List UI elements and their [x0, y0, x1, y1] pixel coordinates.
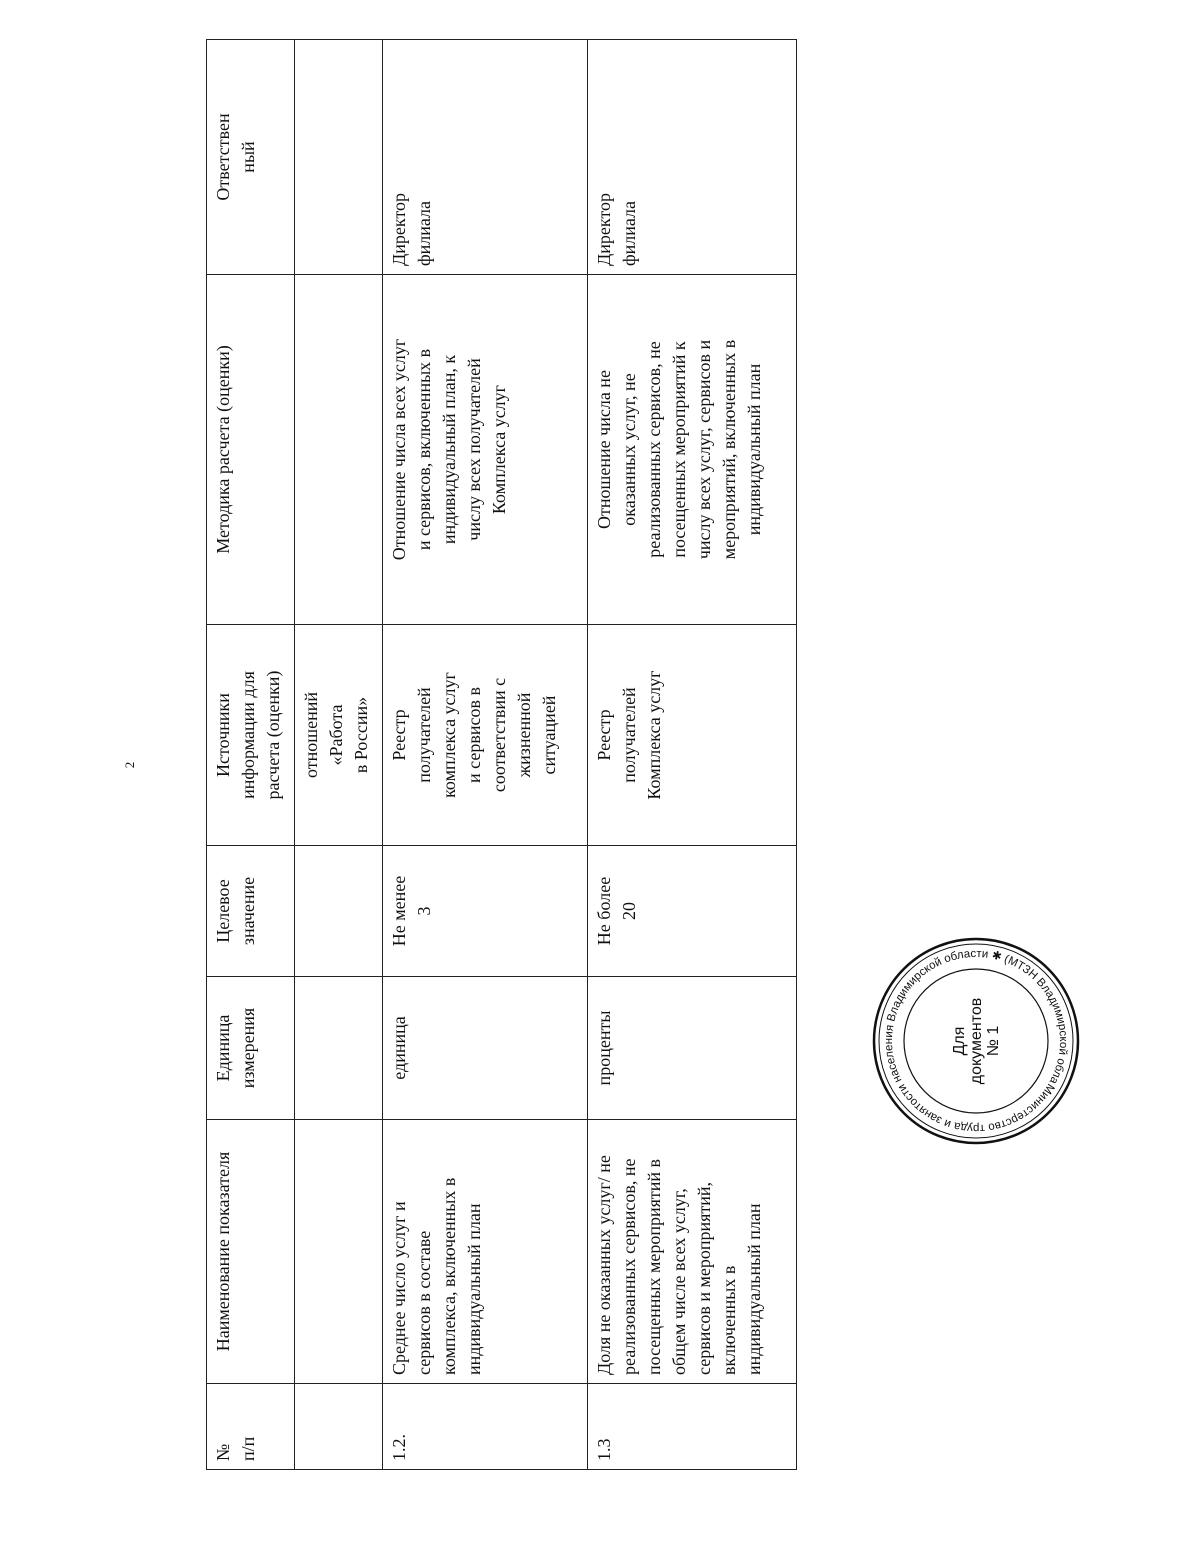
- cont-responsible: [295, 40, 383, 275]
- cont-num: [295, 1384, 383, 1470]
- row-1-3-unit: проценты: [588, 977, 797, 1120]
- header-method: Методика расчета (оценки): [207, 275, 295, 625]
- row-1-2-source: Реестр получателей комплекса услуг и сервисов в соответствии с жизненной ситуацией: [383, 625, 588, 846]
- row-1-2-method: Отношение числа всех услуг и сервисов, включенных в индивидуальный план, к числу всех получателей Комплекса услуг: [383, 275, 588, 625]
- header-source: Источники информации для расчета (оценки): [207, 625, 295, 846]
- table-row-1-2: [383, 40, 588, 1470]
- continuation-row: [295, 40, 383, 1470]
- header-row: [207, 40, 295, 1470]
- row-1-2-num: 1.2.: [383, 1384, 588, 1470]
- stamp-center-line: документов: [967, 997, 985, 1085]
- cont-name: [295, 1120, 383, 1384]
- header-num: № п/п: [207, 1384, 295, 1470]
- row-1-3-source: Реестр получателей Комплекса услуг: [588, 625, 797, 846]
- stamp-ring-text: Министерство труда и занятости населения Владимирской области ✱ (МТЗН Владимирской области): [882, 947, 1070, 1135]
- row-1-2-target: Не менее 3: [383, 846, 588, 977]
- indicator-table: [206, 39, 797, 1470]
- cont-source: отношений «Работа в России»: [295, 625, 383, 846]
- row-1-3-responsible: Директор филиала: [588, 40, 797, 275]
- cont-method: [295, 275, 383, 625]
- row-1-3-num: 1.3: [588, 1384, 797, 1470]
- cont-unit: [295, 977, 383, 1120]
- header-unit: Единица измерения: [207, 977, 295, 1120]
- stamp-center-line: Для: [950, 1026, 968, 1056]
- row-1-3-name: Доля не оказанных услуг/ не реализованных сервисов, не посещенных мероприятий в общем числе всех услуг, сервисов и мероприятий, включенных в индивидуальный план: [588, 1120, 797, 1384]
- header-responsible: Ответствен ный: [207, 40, 295, 275]
- row-1-3-method: Отношение числа не оказанных услуг, не реализованных сервисов, не посещенных мероприятий к числу всех услуг, сервисов и мероприятий, включенных в индивидуальный план: [588, 275, 797, 625]
- stamp-center-line: № 1: [984, 1025, 1002, 1057]
- row-1-2-responsible: Директор филиала: [383, 40, 588, 275]
- header-target: Целевое значение: [207, 846, 295, 977]
- stamp-center-text: [870, 935, 1082, 1147]
- table-row-1-3: [588, 40, 797, 1470]
- row-1-2-name: Среднее число услуг и сервисов в составе комплекса, включенных в индивидуальный план: [383, 1120, 588, 1384]
- indicator-table-wrapper: [206, 40, 796, 1470]
- header-name: Наименование показателя: [207, 1120, 295, 1384]
- row-1-3-target: Не более 20: [588, 846, 797, 977]
- page-number: 2: [122, 761, 137, 769]
- row-1-2-unit: единица: [383, 977, 588, 1120]
- official-stamp: [870, 935, 1082, 1147]
- cont-target: [295, 846, 383, 977]
